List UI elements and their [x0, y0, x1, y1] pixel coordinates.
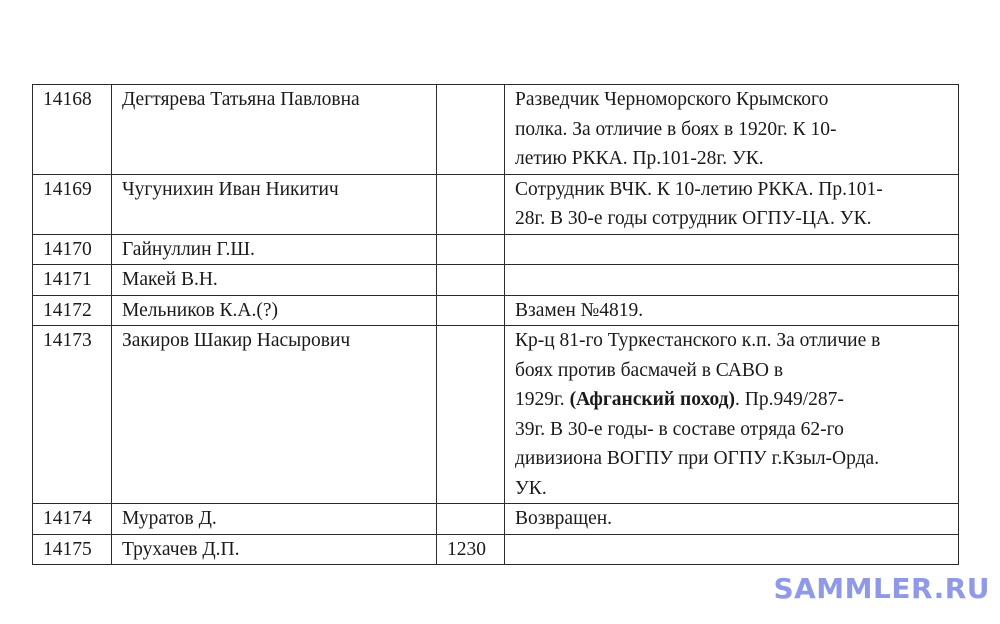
- table-row: [33, 326, 959, 504]
- person-name: Мельников К.А.(?): [112, 295, 437, 326]
- person-name: Гайнуллин Г.Ш.: [112, 234, 437, 265]
- order-number: [437, 174, 505, 234]
- awards-table: [32, 84, 959, 565]
- order-number: [437, 295, 505, 326]
- order-number: [437, 504, 505, 535]
- record-note: Сотрудник ВЧК. К 10-летию РККА. Пр.101- 28г. В 30-е годы сотрудник ОГПУ-ЦА. УК.: [505, 174, 959, 234]
- record-note: [505, 234, 959, 265]
- table-row: [33, 174, 959, 234]
- record-note: [505, 534, 959, 565]
- person-name: Муратов Д.: [112, 504, 437, 535]
- table-row: [33, 85, 959, 175]
- person-name: Трухачев Д.П.: [112, 534, 437, 565]
- person-name: Закиров Шакир Насырович: [112, 326, 437, 504]
- record-number: 14170: [33, 234, 112, 265]
- table-row: [33, 265, 959, 296]
- person-name: Макей В.Н.: [112, 265, 437, 296]
- note-text: Кр-ц 81-го Туркестанского к.п. За отличие в боях против басмачей в САВО в 1929г.: [515, 330, 881, 410]
- record-note: Взамен №4819.: [505, 295, 959, 326]
- record-note: [505, 265, 959, 296]
- order-number: [437, 265, 505, 296]
- record-number: 14172: [33, 295, 112, 326]
- note-emphasis: (Афганский поход): [569, 389, 736, 410]
- note-text: . Пр.949/287- 39г. В 30-е годы- в составе отряда 62-го дивизиона ВОГПУ при ОГПУ г.Кзыл-Орда. УК.: [515, 389, 880, 499]
- record-note: Возвращен.: [505, 504, 959, 535]
- order-number: [437, 326, 505, 504]
- person-name: Дегтярева Татьяна Павловна: [112, 85, 437, 175]
- order-number: [437, 85, 505, 175]
- table-row: [33, 534, 959, 565]
- table-row: [33, 295, 959, 326]
- record-note: [505, 326, 959, 504]
- record-number: 14174: [33, 504, 112, 535]
- record-number: 14173: [33, 326, 112, 504]
- person-name: Чугунихин Иван Никитич: [112, 174, 437, 234]
- record-number: 14169: [33, 174, 112, 234]
- record-number: 14171: [33, 265, 112, 296]
- table-row: [33, 234, 959, 265]
- record-number: 14175: [33, 534, 112, 565]
- table-row: [33, 504, 959, 535]
- record-number: 14168: [33, 85, 112, 175]
- order-number: 1230: [437, 534, 505, 565]
- record-note: Разведчик Черноморского Крымского полка. За отличие в боях в 1920г. К 10- летию РККА. Пр.101-28г. УК.: [505, 85, 959, 175]
- site-watermark: SAMMLER.RU: [773, 572, 990, 605]
- order-number: [437, 234, 505, 265]
